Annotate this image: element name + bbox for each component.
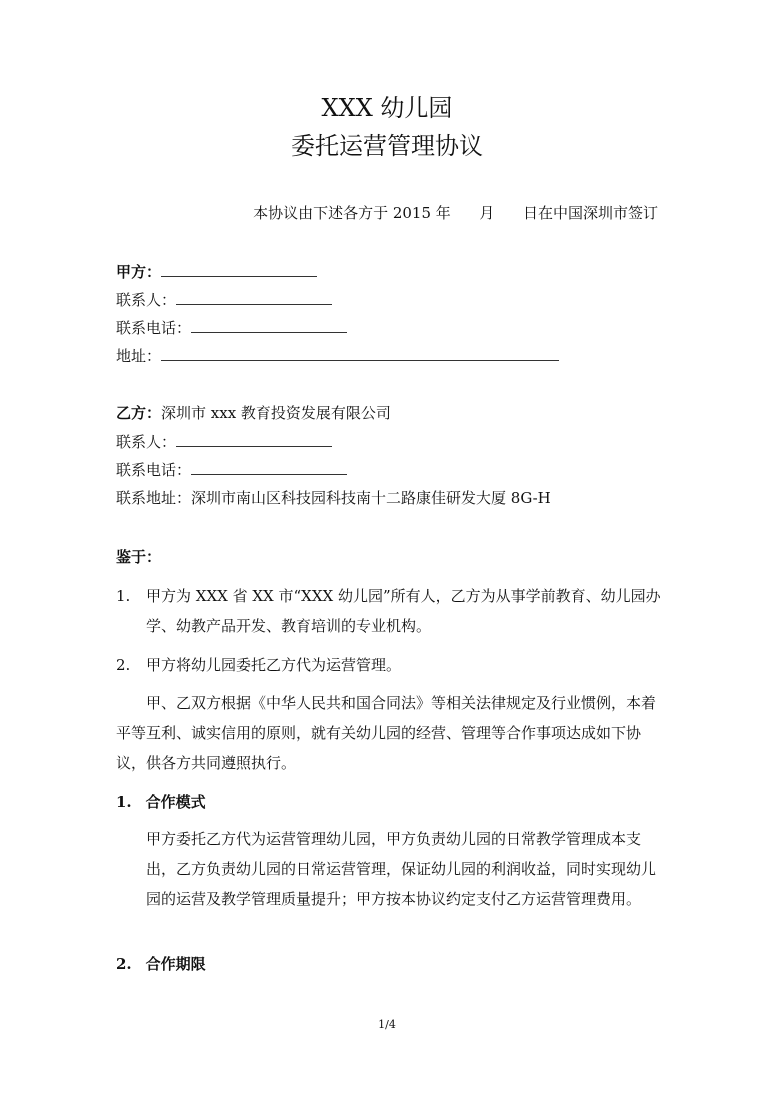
party-b-address-line: [116, 487, 551, 509]
party-a-contact-blank: [176, 290, 332, 305]
party-a-phone-label: 联系电话：: [116, 319, 192, 337]
party-b-phone-label: 联系电话：: [116, 461, 192, 479]
party-a-contact-label: 联系人：: [116, 291, 177, 309]
party-a-address-label: 地址：: [116, 347, 162, 365]
section-body: 甲方委托乙方代为运营管理幼儿园，甲方负责幼儿园的日常教学管理成本支出，乙方负责幼儿园的日常运营管理，保证幼儿园的利润收益，同时实现幼儿园的运营及教学管理质量提升；甲方按本协议约定支付乙方运营管理费用。: [146, 830, 657, 908]
party-a-contact-line: [116, 289, 332, 311]
party-b-label: 乙方：: [116, 404, 162, 422]
party-a-phone-blank: [191, 318, 347, 333]
signing-statement: 本协议由下述各方于 2015 年 月 日在中国深圳市签订: [253, 204, 658, 222]
section-heading: [116, 791, 206, 813]
whereas-heading: 鉴于：: [116, 548, 162, 566]
whereas-item-text: 甲方为 XXX 省 XX 市“XXX 幼儿园”所有人，乙方为从事学前教育、幼儿园办学、幼教产品开发、教育培训的专业机构。: [146, 587, 661, 635]
whereas-item-number: 1.: [116, 587, 131, 605]
agreement-paragraph: 甲、乙双方根据《中华人民共和国合同法》等相关法律规定及行业惯例，本着平等互利、诚实信用的原则，就有关幼儿园的经营、管理等合作事项达成如下协议，供各方共同遵照执行。: [116, 694, 657, 772]
party-b-address-label: 联系地址：: [116, 489, 192, 507]
party-b-name: 深圳市 xxx 教育投资发展有限公司: [161, 404, 391, 422]
party-b-contact-blank: [176, 432, 332, 447]
party-a-blank: [161, 262, 317, 277]
page-number: 1/4: [378, 1018, 396, 1031]
section-number: 1.: [116, 793, 132, 811]
section-number: 2.: [116, 955, 132, 973]
party-b-contact-line: [116, 431, 332, 453]
party-a-label: 甲方：: [116, 263, 162, 281]
document-title-line1: XXX 幼儿园: [321, 94, 453, 122]
party-a-phone-line: [116, 317, 347, 339]
party-b-line: [116, 402, 391, 424]
section-title: 合作模式: [145, 793, 206, 811]
section-title: 合作期限: [145, 955, 206, 973]
party-a-address-line: [116, 345, 559, 367]
party-a-address-blank: [161, 346, 559, 361]
party-a-line: [116, 261, 317, 283]
whereas-item-text: 甲方将幼儿园委托乙方代为运营管理。: [146, 656, 402, 674]
section-heading: [116, 953, 206, 975]
party-b-contact-label: 联系人：: [116, 433, 177, 451]
party-b-phone-line: [116, 459, 347, 481]
document-title-line2: 委托运营管理协议: [291, 132, 483, 160]
party-b-phone-blank: [191, 460, 347, 475]
whereas-item-number: 2.: [116, 656, 131, 674]
party-b-address: 深圳市南山区科技园科技南十二路康佳研发大厦 8G-H: [191, 489, 551, 507]
